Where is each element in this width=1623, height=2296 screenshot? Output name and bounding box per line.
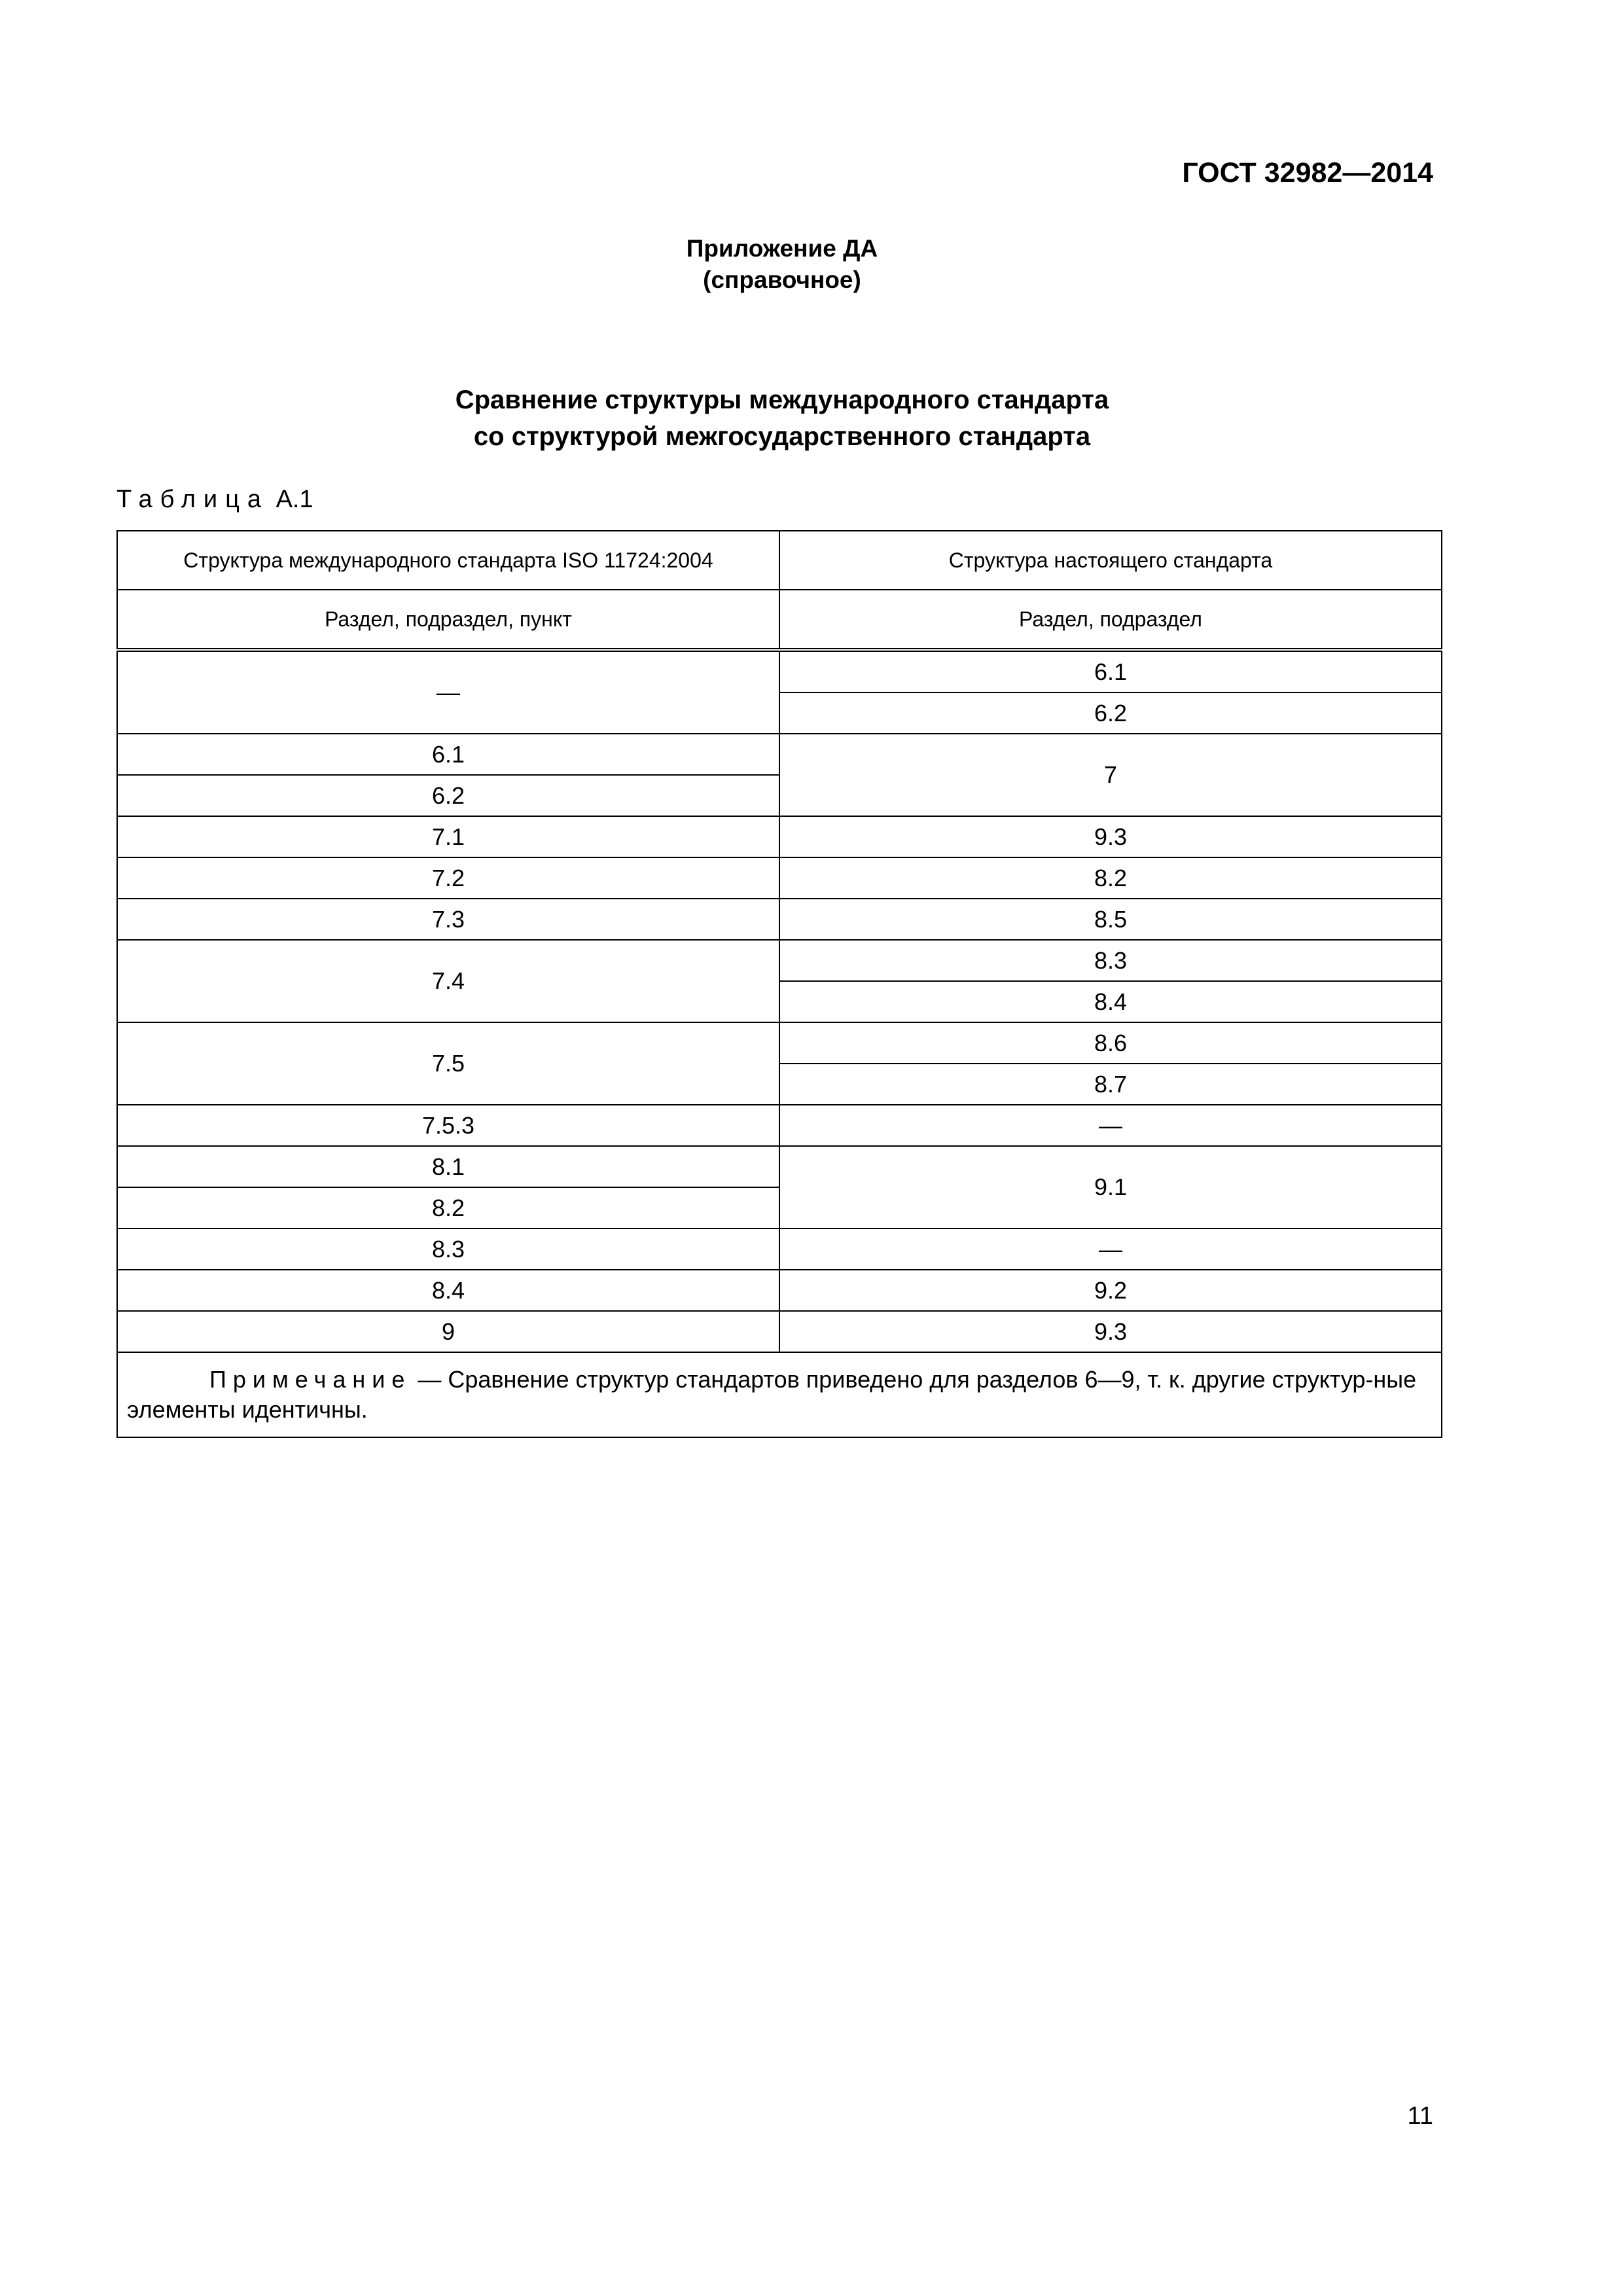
table-row	[117, 1311, 1442, 1352]
table-label-word: Таблица	[116, 486, 269, 513]
table-cell: 7.4	[117, 940, 779, 1022]
table-cell: 9	[117, 1311, 779, 1352]
table-cell: —	[779, 1105, 1442, 1146]
subheader-international: Раздел, подраздел, пункт	[117, 590, 779, 650]
table-cell: 9.3	[779, 816, 1442, 857]
page-number: 11	[1407, 2102, 1433, 2130]
section-title-line-1: Сравнение структуры международного стандарта	[455, 386, 1109, 414]
table-label	[116, 486, 313, 514]
table-cell: 6.1	[117, 734, 779, 775]
table-row	[117, 816, 1442, 857]
table-cell: 7	[779, 734, 1442, 816]
table-note	[117, 1352, 1442, 1437]
table-subheader-row	[117, 590, 1442, 650]
table-cell: 8.3	[779, 940, 1442, 981]
column-header-national: Структура настоящего стандарта	[779, 531, 1442, 590]
table-cell: 7.1	[117, 816, 779, 857]
appendix-heading	[0, 233, 1564, 296]
table-row	[117, 1146, 1442, 1187]
table-row	[117, 1270, 1442, 1311]
table-cell: 8.2	[779, 857, 1442, 899]
table-cell: 9.3	[779, 1311, 1442, 1352]
table-row	[117, 899, 1442, 940]
table-row	[117, 857, 1442, 899]
table-cell: 7.2	[117, 857, 779, 899]
table-note-row	[117, 1352, 1442, 1437]
table-cell: 8.6	[779, 1022, 1442, 1064]
table-cell: 6.1	[779, 650, 1442, 692]
section-title	[0, 382, 1564, 455]
note-text: — Сравнение структур стандартов приведено для разделов 6—9, т. к. другие структур-ные элементы идентичны.	[127, 1366, 1417, 1423]
table-cell: 7.5	[117, 1022, 779, 1105]
table-cell: 8.3	[117, 1229, 779, 1270]
table-row	[117, 1105, 1442, 1146]
comparison-table	[116, 530, 1442, 1438]
table-header-row	[117, 531, 1442, 590]
table-label-number: А.1	[276, 486, 313, 513]
table-cell: —	[779, 1229, 1442, 1270]
table-cell: 8.4	[779, 981, 1442, 1022]
table-cell: 6.2	[117, 775, 779, 816]
table-row	[117, 1022, 1442, 1064]
appendix-subtitle: (справочное)	[703, 266, 861, 293]
table-cell: 8.2	[117, 1187, 779, 1229]
table-cell: 6.2	[779, 692, 1442, 734]
column-header-international: Структура международного стандарта ISO 11724:2004	[117, 531, 779, 590]
table-cell: 7.3	[117, 899, 779, 940]
table-row	[117, 940, 1442, 981]
table-cell: 9.2	[779, 1270, 1442, 1311]
document-code: ГОСТ 32982—2014	[1182, 157, 1433, 188]
note-label: Примечание	[209, 1366, 412, 1393]
subheader-national: Раздел, подраздел	[779, 590, 1442, 650]
table-cell: 7.5.3	[117, 1105, 779, 1146]
appendix-title: Приложение ДА	[686, 235, 878, 262]
table-cell: 9.1	[779, 1146, 1442, 1229]
table-row	[117, 734, 1442, 775]
table-cell: —	[117, 650, 779, 734]
table-row	[117, 650, 1442, 692]
table-cell: 8.4	[117, 1270, 779, 1311]
section-title-line-2: со структурой межгосударственного стандарта	[473, 422, 1091, 451]
table-cell: 8.5	[779, 899, 1442, 940]
table-cell: 8.1	[117, 1146, 779, 1187]
table-cell: 8.7	[779, 1064, 1442, 1105]
table-row	[117, 1229, 1442, 1270]
